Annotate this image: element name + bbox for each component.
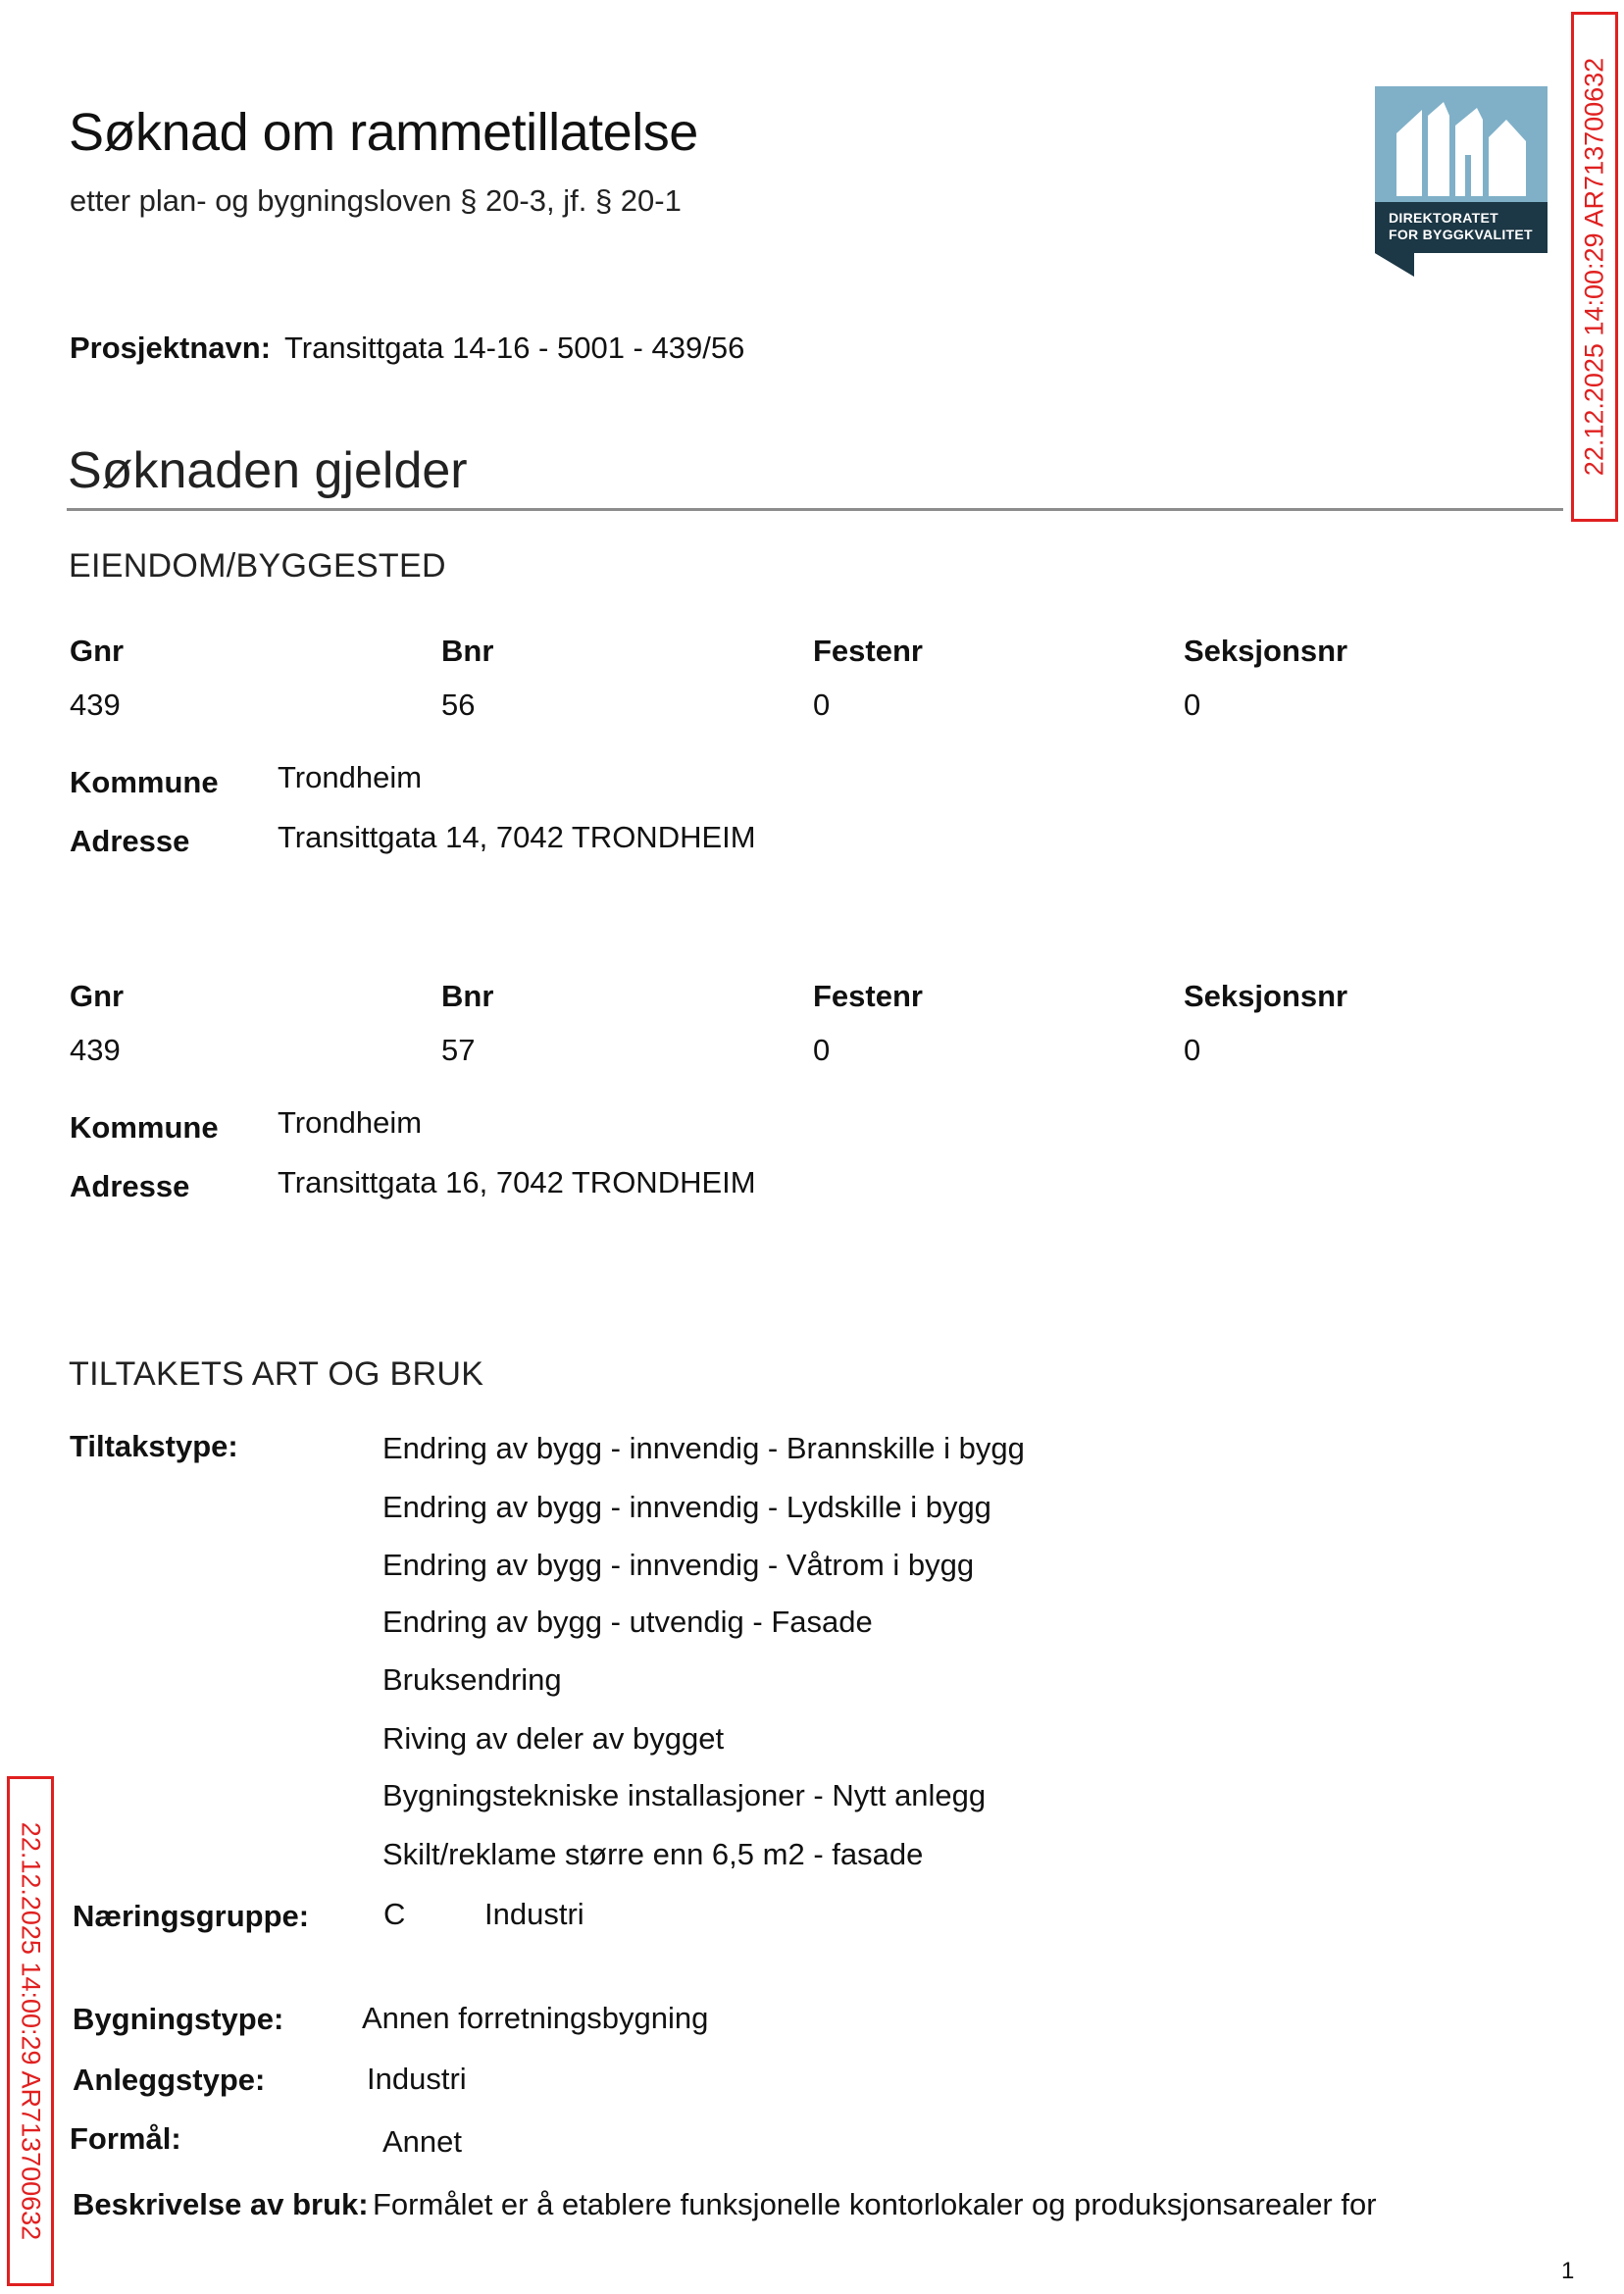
kommune-value: Trondheim [278,1105,423,1140]
adresse-label: Adresse [70,1169,190,1203]
tiltakstype-item: Endring av bygg - innvendig - Våtrom i bygg [382,1548,975,1582]
tiltakstype-item: Bruksendring [382,1662,562,1697]
tiltak-heading: TILTAKETS ART OG BRUK [69,1355,484,1393]
property-heading: EIENDOM/BYGGESTED [69,547,446,585]
project-label: Prosjektnavn: [70,331,272,365]
tiltakstype-item: Skilt/reklame større enn 6,5 m2 - fasade [382,1837,924,1871]
receipt-stamp-bottom [7,1776,54,2286]
section-divider [67,508,1563,511]
seksjonsnr-value: 0 [1184,1033,1201,1067]
bnr-value: 56 [441,688,476,722]
gnr-label: Gnr [70,979,125,1013]
document-title: Søknad om rammetillatelse [69,103,698,162]
tiltakstype-item: Bygningstekniske installasjoner - Nytt anlegg [382,1778,987,1812]
dibk-logo [1375,86,1548,277]
tiltakstype-item: Riving av deler av bygget [382,1721,725,1756]
festenr-label: Festenr [813,634,923,668]
bygningstype-label: Bygningstype: [73,2002,284,2036]
gnr-value: 439 [70,1033,121,1067]
formal-label: Formål: [70,2121,181,2156]
seksjonsnr-value: 0 [1184,688,1201,722]
tiltakstype-item: Endring av bygg - innvendig - Lydskille i bygg [382,1490,991,1524]
kommune-label: Kommune [70,765,219,799]
formal-value: Annet [382,2124,463,2159]
festenr-value: 0 [813,688,831,722]
kommune-value: Trondheim [278,760,423,794]
document-subtitle: etter plan- og bygningsloven § 20-3, jf. § 20-1 [70,183,682,218]
seksjonsnr-label: Seksjonsnr [1184,634,1348,668]
section-title: Søknaden gjelder [68,442,468,499]
adresse-value: Transittgata 14, 7042 TRONDHEIM [278,820,756,854]
anleggstype-value: Industri [367,2062,467,2096]
dibk-logo-graphic [1375,86,1548,277]
festenr-value: 0 [813,1033,831,1067]
bnr-label: Bnr [441,979,494,1013]
anleggstype-label: Anleggstype: [73,2063,266,2097]
project-value: Transittgata 14-16 - 5001 - 439/56 [284,331,745,365]
receipt-stamp-top [1571,12,1618,522]
bnr-label: Bnr [441,634,494,668]
seksjonsnr-label: Seksjonsnr [1184,979,1348,1013]
tiltakstype-label: Tiltakstype: [70,1429,238,1463]
gnr-label: Gnr [70,634,125,668]
stamp-text: 22.12.2025 14:00:29 AR713700632 [16,1821,46,2241]
stamp-text: 22.12.2025 14:00:29 AR713700632 [1579,57,1609,477]
adresse-label: Adresse [70,824,190,858]
tiltakstype-item: Endring av bygg - innvendig - Brannskille i bygg [382,1431,1025,1465]
tiltakstype-item: Endring av bygg - utvendig - Fasade [382,1605,873,1639]
logo-text-line1: DIREKTORATET [1389,210,1498,226]
naeringsgruppe-value: Industri [484,1897,584,1931]
naeringsgruppe-code: C [383,1897,406,1931]
page-number: 1 [1561,2258,1575,2284]
adresse-value: Transittgata 16, 7042 TRONDHEIM [278,1165,756,1199]
festenr-label: Festenr [813,979,923,1013]
naeringsgruppe-label: Næringsgruppe: [73,1899,310,1933]
gnr-value: 439 [70,688,121,722]
beskrivelse-label: Beskrivelse av bruk: [73,2187,369,2221]
beskrivelse-value: Formålet er å etablere funksjonelle kontorlokaler og produksjonsarealer for [373,2187,1377,2221]
bnr-value: 57 [441,1033,476,1067]
bygningstype-value: Annen forretningsbygning [362,2001,709,2035]
logo-text-line2: FOR BYGGKVALITET [1389,227,1533,242]
kommune-label: Kommune [70,1110,219,1145]
